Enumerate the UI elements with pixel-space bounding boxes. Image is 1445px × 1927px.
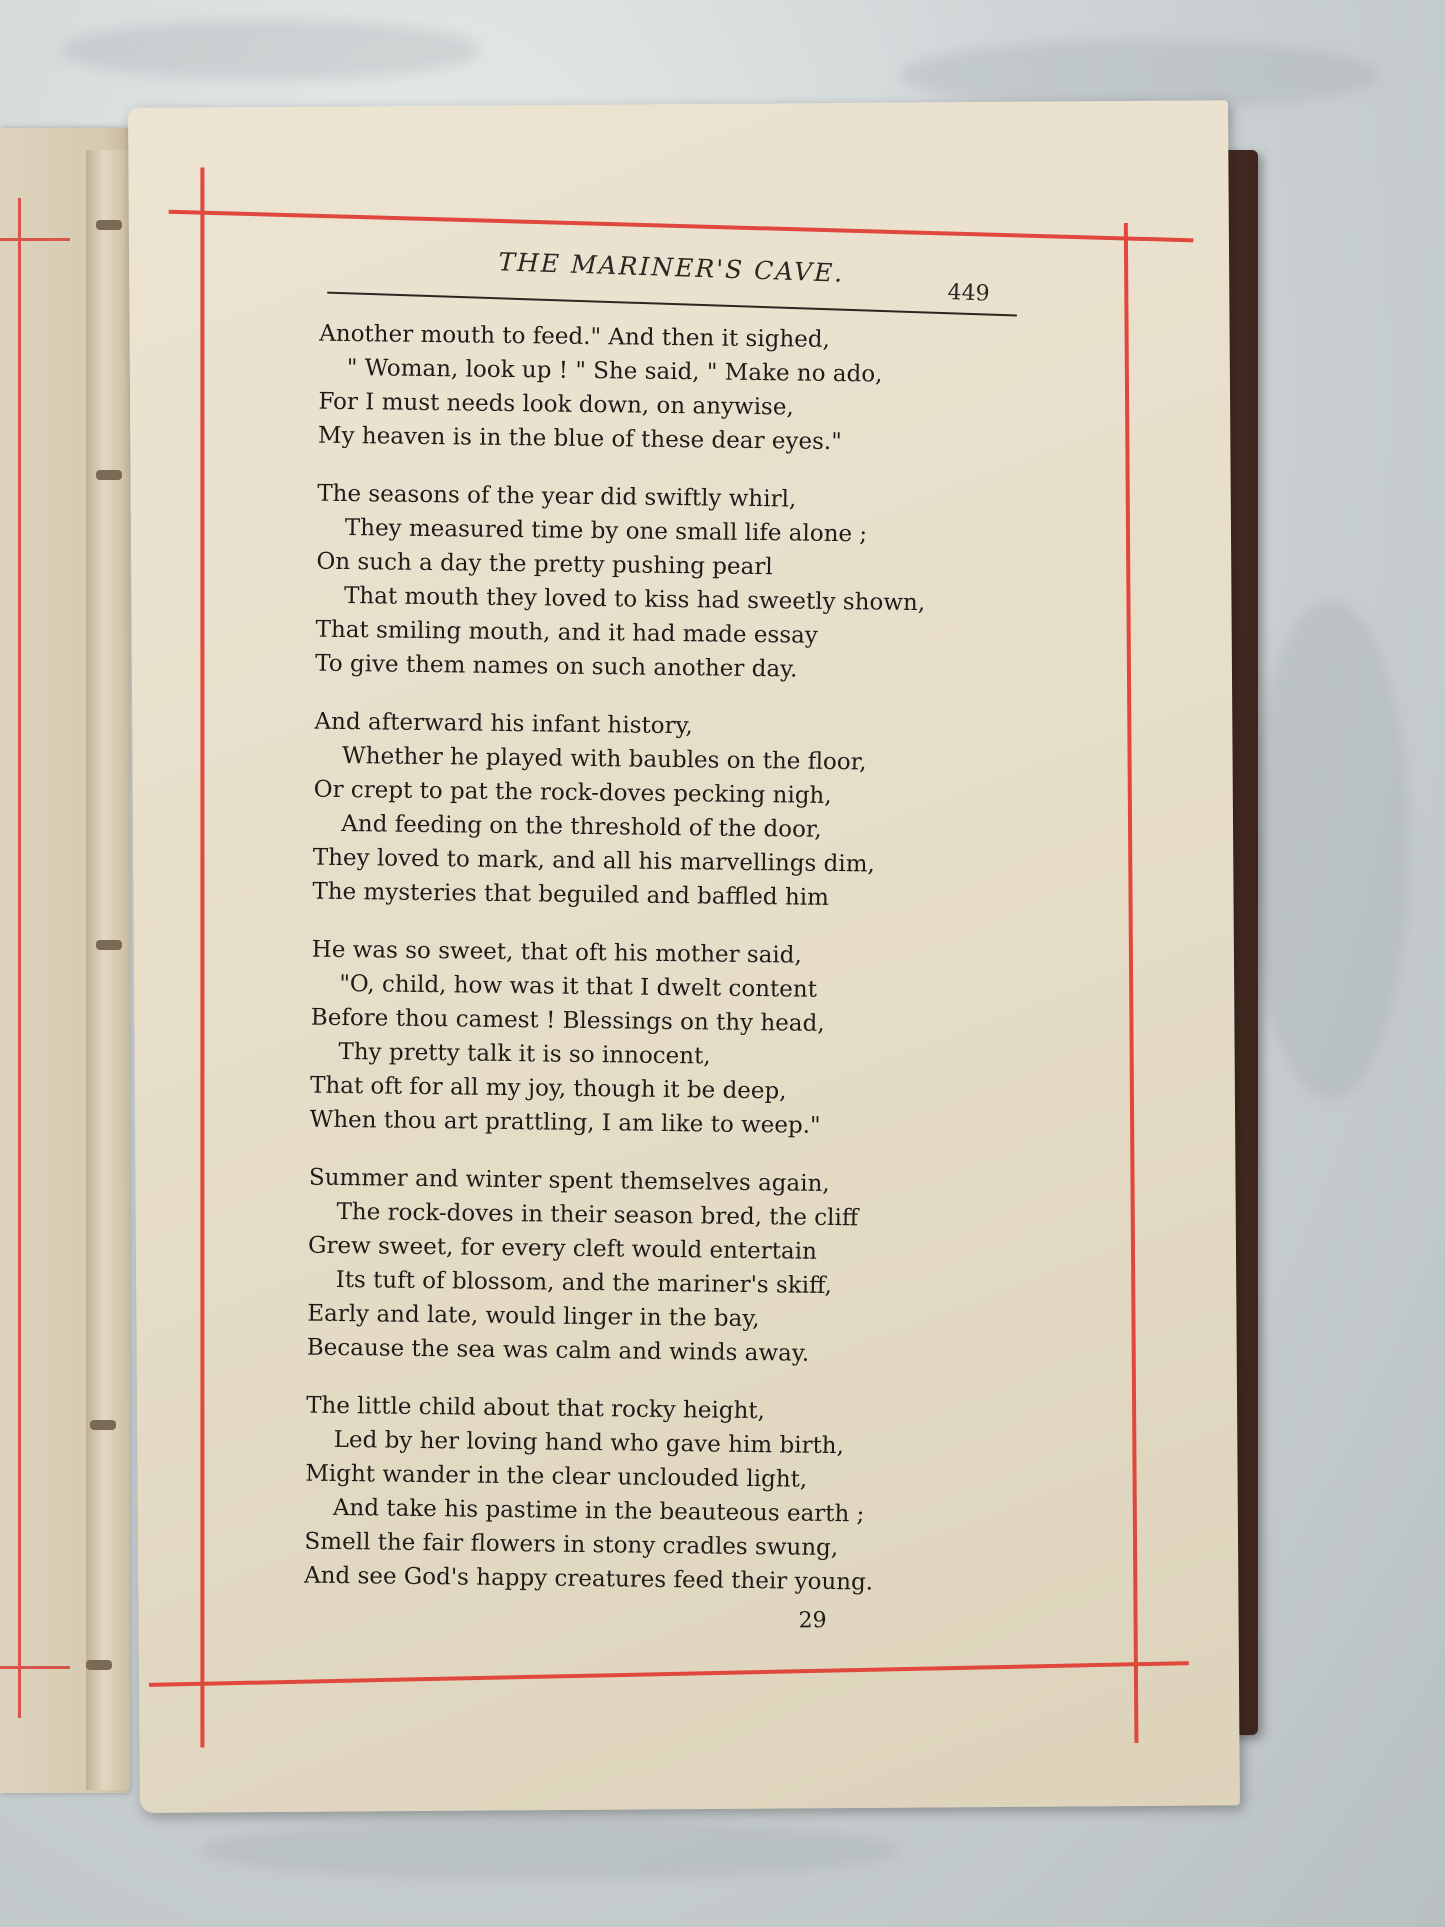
poem-line: The little child about that rocky height, — [305, 1392, 766, 1425]
red-border-left — [200, 167, 204, 1747]
poem-line: On such a day the pretty pushing pearl — [316, 548, 773, 581]
poem-line: Smell the fair flowers in stony cradles swung, — [304, 1528, 839, 1562]
poem-line: For I must needs look down, on anywise, — [318, 388, 794, 421]
poem-line: The seasons of the year did swiftly whirl, — [317, 480, 797, 513]
poem-line: Whether he played with baubles on the floor, — [341, 742, 867, 776]
poem-line: That smiling mouth, and it had made essay — [315, 616, 818, 649]
poem-line: And take his pastime in the beauteous earth ; — [332, 1494, 865, 1528]
poem-line: Might wander in the clear unclouded light, — [305, 1460, 808, 1493]
poem-line: The rock-doves in their season bred, the cliff — [336, 1198, 859, 1232]
poem-line: Its tuft of blossom, and the mariner's skiff, — [335, 1266, 833, 1300]
signature-mark: 29 — [798, 1608, 827, 1634]
poem-line: Early and late, would linger in the bay, — [307, 1300, 760, 1333]
poem-line: Because the sea was calm and winds away. — [306, 1334, 810, 1367]
poem-line: Before thou camest ! Blessings on thy head, — [310, 1004, 825, 1037]
poem-line: He was so sweet, that oft his mother said, — [311, 936, 802, 969]
poem-line: My heaven is in the blue of these dear eyes." — [317, 422, 842, 456]
poem-line: That mouth they loved to kiss had sweetly shown, — [343, 582, 926, 617]
poem-line: That oft for all my joy, though it be deep, — [309, 1072, 787, 1105]
marble-vein — [60, 20, 480, 80]
poem-line: Or crept to pat the rock-doves pecking nigh, — [313, 776, 832, 809]
red-border-bottom — [149, 1661, 1189, 1687]
marble-vein — [1250, 600, 1410, 1100]
poem-line: And feeding on the threshold of the door, — [341, 810, 822, 843]
poem-line: When thou art prattling, I am like to weep." — [309, 1106, 821, 1139]
poem-line: Led by her loving hand who gave him birth, — [333, 1426, 845, 1460]
red-border-right — [1124, 223, 1139, 1743]
poem-line: " Woman, look up ! " She said, " Make no ado, — [346, 355, 883, 388]
poem-line: And see God's happy creatures feed their young. — [303, 1562, 874, 1596]
binding-stitch — [96, 470, 122, 480]
binding-stitch — [86, 1660, 112, 1670]
stanza — [307, 1161, 1029, 1374]
poem-line: Summer and winter spent themselves again, — [308, 1164, 830, 1197]
binding-stitch — [96, 220, 122, 230]
poem-line: Another mouth to feed." And then it sighed, — [319, 320, 831, 353]
left-page-red-rule-bottom — [0, 1666, 70, 1669]
poem-line: Thy pretty talk it is so innocent, — [338, 1038, 711, 1070]
binding-stitch — [90, 1420, 116, 1430]
poem-body — [304, 317, 1040, 1626]
page-number: 449 — [947, 280, 990, 307]
running-title: THE MARINER'S CAVE. — [497, 247, 845, 288]
header-rule — [327, 292, 1017, 317]
poem-line: Grew sweet, for every cleft would entertain — [307, 1232, 818, 1265]
left-page-red-rule-vertical — [18, 198, 21, 1718]
binding-stitch — [96, 940, 122, 950]
book-binding — [86, 150, 130, 1790]
poem-line: To give them names on such another day. — [315, 650, 798, 683]
poem-line: They loved to mark, and all his marvellings dim, — [312, 844, 875, 878]
marble-vein — [900, 40, 1380, 110]
marble-vein — [200, 1820, 900, 1880]
poem-line: And afterward his infant history, — [314, 708, 693, 740]
stanza — [312, 705, 1034, 918]
poem-line: They measured time by one small life alone ; — [344, 514, 868, 548]
left-page-red-rule-top — [0, 238, 70, 241]
stanza — [304, 1389, 1026, 1602]
stanza — [309, 933, 1031, 1146]
poem-line: The mysteries that beguiled and baffled him — [312, 878, 830, 911]
red-border-top — [169, 210, 1194, 243]
stanza — [315, 477, 1037, 690]
stanza — [318, 317, 1040, 462]
poem-line: "O, child, how was it that I dwelt content — [339, 970, 818, 1003]
book-page — [128, 100, 1240, 1813]
